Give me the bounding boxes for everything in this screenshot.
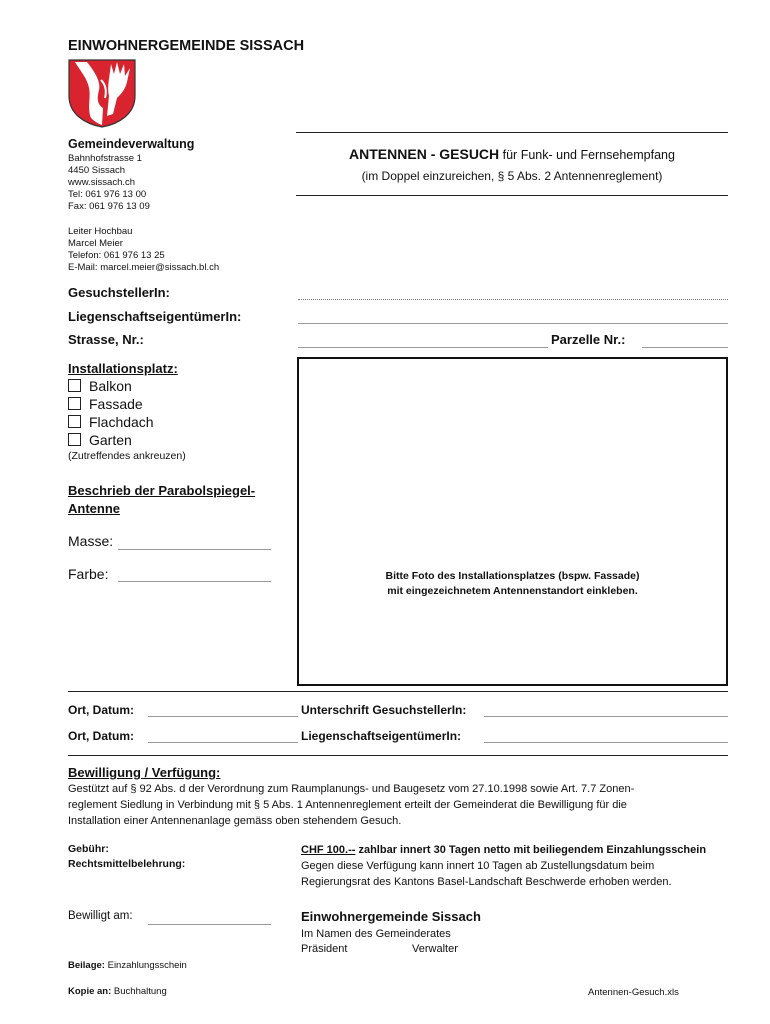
option-balkon-label: Balkon bbox=[89, 378, 132, 394]
place-date-field-2[interactable] bbox=[148, 742, 298, 743]
fee-text: zahlbar innert 30 Tagen netto mit beiliegendem Einzahlungsschein bbox=[355, 844, 707, 856]
color-label: Farbe: bbox=[68, 566, 109, 582]
divider-bottom bbox=[68, 755, 728, 756]
photo-instruction-line1: Bitte Foto des Installationsplatzes (bspw. Fassade) bbox=[385, 570, 640, 582]
office-street: Bahnhofstrasse 1 bbox=[68, 153, 142, 164]
form-title bbox=[296, 146, 728, 162]
divider-top bbox=[68, 691, 728, 692]
option-garten[interactable] bbox=[68, 432, 154, 449]
parcel-field[interactable] bbox=[642, 347, 728, 348]
contact-phone: Telefon: 061 976 13 25 bbox=[68, 250, 165, 261]
owner-field[interactable] bbox=[298, 323, 728, 324]
dimensions-label: Masse: bbox=[68, 533, 114, 549]
installation-options bbox=[68, 378, 154, 450]
office-tel: Tel: 061 976 13 00 bbox=[68, 189, 147, 200]
street-label: Strasse, Nr.: bbox=[68, 332, 144, 347]
appeal-label: Rechtsmittelbelehrung: bbox=[68, 858, 186, 870]
enclosure-line bbox=[68, 960, 187, 971]
fee-label: Gebühr: bbox=[68, 843, 109, 855]
photo-instruction-line2: mit eingezeichnetem Antennenstandort einkleben. bbox=[387, 585, 638, 597]
street-field[interactable] bbox=[298, 347, 548, 348]
approval-text-line3: Installation einer Antennenanlage gemäss oben stehendem Gesuch. bbox=[68, 815, 402, 827]
approval-text-line2: reglement Siedlung in Verbindung mit § 5 Abs. 1 Antennenreglement erteilt der Gemeinderat die Bewilligung für die bbox=[68, 799, 627, 811]
approved-on-field[interactable] bbox=[148, 924, 271, 925]
approval-text-line1: Gestützt auf § 92 Abs. d der Verordnung zum Raumplanungs- und Baugesetz vom 27.10.1998 sowie Art. 7.7 Zonen- bbox=[68, 783, 635, 795]
coat-of-arms-logo bbox=[67, 58, 137, 128]
copy-label: Kopie an: bbox=[68, 986, 112, 997]
office-fax: Fax: 061 976 13 09 bbox=[68, 201, 150, 212]
approval-text bbox=[68, 781, 733, 829]
office-website: www.sissach.ch bbox=[68, 177, 136, 188]
contact-role: Leiter Hochbau bbox=[68, 226, 133, 237]
enclosure-label: Beilage: bbox=[68, 960, 105, 971]
antenna-heading-line1: Beschrieb der Parabolspiegel- bbox=[68, 483, 256, 498]
applicant-signature-field[interactable] bbox=[484, 716, 728, 717]
contact-block bbox=[68, 226, 219, 274]
office-address bbox=[68, 153, 150, 213]
president-label: Präsident bbox=[301, 943, 348, 955]
owner-signature-label: LiegenschaftseigentümerIn: bbox=[301, 729, 462, 743]
office-heading: Gemeindeverwaltung bbox=[68, 137, 195, 151]
option-fassade-label: Fassade bbox=[89, 396, 143, 412]
place-date-label-1: Ort, Datum: bbox=[68, 703, 134, 717]
on-behalf-text: Im Namen des Gemeinderates bbox=[301, 928, 451, 940]
authority-name: Einwohnergemeinde Sissach bbox=[301, 909, 481, 924]
fee-appeal-text bbox=[301, 842, 741, 890]
form-title-main: ANTENNEN - GESUCH bbox=[349, 146, 500, 162]
applicant-field[interactable] bbox=[298, 299, 728, 300]
applicant-label: GesuchstellerIn: bbox=[68, 285, 170, 300]
option-balkon[interactable] bbox=[68, 378, 154, 395]
form-subtitle: (im Doppel einzureichen, § 5 Abs. 2 Antennenreglement) bbox=[361, 169, 663, 183]
administrator-label: Verwalter bbox=[412, 943, 458, 955]
antenna-heading bbox=[68, 482, 255, 518]
fee-amount: CHF 100.-- bbox=[301, 844, 356, 856]
appeal-line2: Regierungsrat des Kantons Basel-Landschaft Beschwerde erhoben werden. bbox=[301, 876, 672, 888]
option-flachdach[interactable] bbox=[68, 414, 154, 431]
copy-value: Buchhaltung bbox=[111, 986, 167, 997]
office-city: 4450 Sissach bbox=[68, 165, 126, 176]
dimensions-field[interactable] bbox=[118, 549, 271, 550]
installation-heading: Installationsplatz: bbox=[68, 361, 178, 376]
place-date-field-1[interactable] bbox=[148, 716, 298, 717]
checkbox-garten[interactable] bbox=[68, 433, 81, 446]
place-date-label-2: Ort, Datum: bbox=[68, 729, 134, 743]
option-fassade[interactable] bbox=[68, 396, 154, 413]
checkbox-fassade[interactable] bbox=[68, 397, 81, 410]
appeal-line1: Gegen diese Verfügung kann innert 10 Tagen ab Zustellungsdatum beim bbox=[301, 860, 655, 872]
owner-signature-field[interactable] bbox=[484, 742, 728, 743]
owner-label: LiegenschaftseigentümerIn: bbox=[68, 309, 242, 324]
photo-box[interactable] bbox=[297, 357, 728, 686]
parcel-label: Parzelle Nr.: bbox=[551, 332, 626, 347]
applicant-signature-label: Unterschrift GesuchstellerIn: bbox=[301, 703, 467, 717]
option-garten-label: Garten bbox=[89, 432, 132, 448]
enclosure-value: Einzahlungsschein bbox=[104, 960, 187, 971]
approval-heading: Bewilligung / Verfügung: bbox=[68, 765, 221, 780]
fee-line bbox=[301, 842, 741, 858]
color-field[interactable] bbox=[118, 581, 271, 582]
checkbox-balkon[interactable] bbox=[68, 379, 81, 392]
contact-email: E-Mail: marcel.meier@sissach.bl.ch bbox=[68, 262, 220, 273]
municipality-title: EINWOHNERGEMEINDE SISSACH bbox=[68, 38, 305, 54]
file-name: Antennen-Gesuch.xls bbox=[588, 987, 679, 998]
form-title-rest: für Funk- und Fernsehempfang bbox=[499, 148, 675, 162]
photo-instructions bbox=[299, 569, 726, 599]
copy-line bbox=[68, 986, 167, 997]
checkbox-flachdach[interactable] bbox=[68, 415, 81, 428]
contact-name: Marcel Meier bbox=[68, 238, 123, 249]
option-flachdach-label: Flachdach bbox=[89, 414, 154, 430]
form-title-box bbox=[296, 132, 728, 196]
approved-on-label: Bewilligt am: bbox=[68, 910, 133, 922]
antenna-heading-line2: Antenne bbox=[68, 501, 120, 516]
installation-hint: (Zutreffendes ankreuzen) bbox=[68, 450, 186, 462]
